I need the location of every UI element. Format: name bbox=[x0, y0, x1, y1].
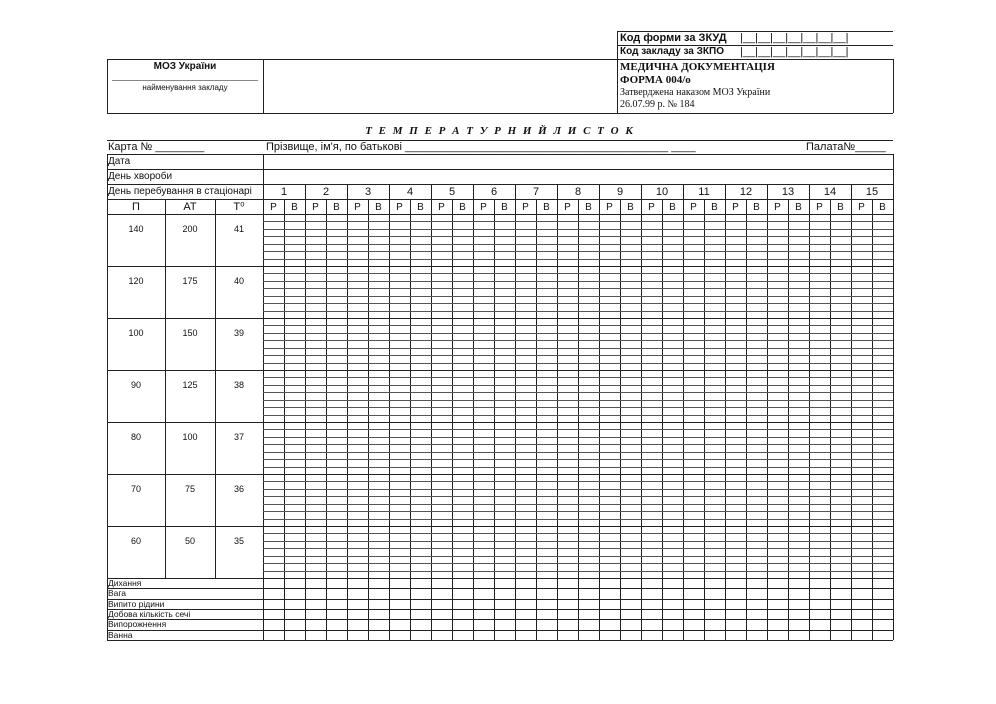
bottom-row-label: Вага bbox=[108, 588, 127, 598]
shift-label-b: В bbox=[627, 202, 634, 213]
grid-line bbox=[788, 578, 789, 640]
grid-line bbox=[107, 619, 893, 620]
scale-value-at: 200 bbox=[182, 224, 198, 234]
scale-value-at: 50 bbox=[184, 536, 195, 546]
grid-line bbox=[263, 251, 893, 252]
grid-line bbox=[494, 199, 495, 578]
grid-line bbox=[767, 578, 768, 640]
shift-label-b: В bbox=[669, 202, 676, 213]
row-label-stay-day: День перебування в стаціонарі bbox=[108, 186, 252, 197]
grid-line bbox=[410, 199, 411, 578]
grid-line bbox=[704, 578, 705, 640]
scale-value-t: 38 bbox=[233, 380, 244, 390]
grid-line bbox=[107, 266, 893, 267]
day-number-4: 4 bbox=[406, 186, 414, 198]
bottom-row-label: Випорожнення bbox=[108, 619, 167, 629]
grid-line bbox=[107, 526, 893, 527]
shift-label-r: Р bbox=[396, 202, 403, 213]
grid-line bbox=[263, 333, 893, 334]
scale-value-at: 100 bbox=[182, 432, 198, 442]
grid-line bbox=[662, 578, 663, 640]
doc-approval-date: 26.07.99 р. № 184 bbox=[620, 99, 695, 110]
grid-line bbox=[263, 415, 893, 416]
grid-line bbox=[107, 318, 893, 319]
shift-label-r: Р bbox=[648, 202, 655, 213]
zkud-code-boxes[interactable]: |__|__|__|__|__|__|__| bbox=[740, 32, 849, 44]
grid-line bbox=[347, 578, 348, 640]
grid-line bbox=[263, 548, 893, 549]
scale-value-p: 80 bbox=[130, 432, 141, 442]
bottom-row-label: Добова кількість сечі bbox=[108, 609, 191, 619]
scale-value-p: 70 bbox=[130, 484, 141, 494]
grid-line bbox=[263, 444, 893, 445]
grid-line bbox=[263, 489, 893, 490]
scale-value-t: 36 bbox=[233, 484, 244, 494]
grid-line bbox=[641, 578, 642, 640]
shift-label-r: Р bbox=[774, 202, 781, 213]
grid-line bbox=[263, 236, 893, 237]
grid-line bbox=[578, 578, 579, 640]
day-number-12: 12 bbox=[739, 186, 753, 198]
grid-line bbox=[263, 311, 893, 312]
shift-label-r: Р bbox=[438, 202, 445, 213]
ward-field[interactable]: Палата№_____ bbox=[806, 141, 886, 153]
grid-line bbox=[263, 504, 893, 505]
grid-line bbox=[578, 199, 579, 578]
shift-label-b: В bbox=[543, 202, 550, 213]
patient-name-field[interactable]: Прізвище, ім'я, по батькові ___________________________________________ ____ bbox=[266, 141, 696, 153]
scale-value-p: 60 bbox=[130, 536, 141, 546]
grid-line bbox=[263, 229, 893, 230]
grid-line bbox=[263, 571, 893, 572]
shift-label-r: Р bbox=[690, 202, 697, 213]
grid-line bbox=[263, 407, 893, 408]
bottom-row-label: Випито рідини bbox=[108, 599, 165, 609]
grid-line bbox=[263, 556, 893, 557]
grid-line bbox=[263, 541, 893, 542]
day-number-15: 15 bbox=[865, 186, 879, 198]
grid-line bbox=[557, 578, 558, 640]
scale-value-t: 39 bbox=[233, 328, 244, 338]
grid-line bbox=[263, 348, 893, 349]
card-number-field[interactable]: Карта № ________ bbox=[108, 141, 205, 153]
scale-value-t: 41 bbox=[233, 224, 244, 234]
shift-label-r: Р bbox=[732, 202, 739, 213]
scale-value-at: 125 bbox=[182, 380, 198, 390]
grid-line bbox=[107, 422, 893, 423]
grid-line bbox=[107, 599, 893, 600]
grid-line bbox=[263, 563, 893, 564]
grid-line bbox=[263, 288, 893, 289]
day-number-13: 13 bbox=[781, 186, 795, 198]
grid-line bbox=[683, 578, 684, 640]
grid-line bbox=[263, 281, 893, 282]
grid-line bbox=[263, 533, 893, 534]
shift-label-b: В bbox=[711, 202, 718, 213]
grid-line bbox=[494, 578, 495, 640]
grid-line bbox=[851, 578, 852, 640]
day-number-11: 11 bbox=[698, 186, 710, 198]
day-number-9: 9 bbox=[616, 186, 624, 198]
page-title: Т Е М П Е Р А Т У Р Н И Й Л И С Т О К bbox=[365, 125, 635, 137]
grid-line bbox=[872, 199, 873, 578]
day-number-7: 7 bbox=[532, 186, 540, 198]
day-number-6: 6 bbox=[490, 186, 498, 198]
shift-label-b: В bbox=[837, 202, 844, 213]
shift-label-r: Р bbox=[816, 202, 823, 213]
scale-value-p: 100 bbox=[128, 328, 144, 338]
scale-header-at: АТ bbox=[183, 201, 197, 213]
grid-line bbox=[284, 199, 285, 578]
grid-line bbox=[263, 385, 893, 386]
scale-value-t: 37 bbox=[233, 432, 244, 442]
grid-line bbox=[431, 578, 432, 640]
shift-label-r: Р bbox=[858, 202, 865, 213]
grid-line bbox=[263, 325, 893, 326]
grid-line bbox=[107, 588, 893, 589]
grid-line bbox=[473, 578, 474, 640]
grid-line bbox=[263, 459, 893, 460]
grid-line bbox=[263, 363, 893, 364]
scale-value-at: 150 bbox=[182, 328, 198, 338]
shift-label-b: В bbox=[501, 202, 508, 213]
scale-value-t: 35 bbox=[233, 536, 244, 546]
shift-label-r: Р bbox=[522, 202, 529, 213]
grid-line bbox=[788, 199, 789, 578]
grid-line bbox=[107, 169, 893, 170]
grid-line bbox=[263, 496, 893, 497]
scale-value-at: 75 bbox=[184, 484, 195, 494]
grid-line bbox=[263, 303, 893, 304]
scale-value-p: 90 bbox=[130, 380, 141, 390]
grid-line bbox=[107, 609, 893, 610]
grid-line bbox=[263, 221, 893, 222]
grid-line bbox=[107, 474, 893, 475]
shift-label-b: В bbox=[291, 202, 298, 213]
grid-line bbox=[107, 578, 893, 579]
grid-line bbox=[263, 377, 893, 378]
grid-line bbox=[107, 184, 893, 185]
scale-value-p: 140 bbox=[128, 224, 144, 234]
scale-value-at: 175 bbox=[182, 276, 198, 286]
grid-line bbox=[305, 578, 306, 640]
grid-line bbox=[263, 429, 893, 430]
grid-line bbox=[746, 199, 747, 578]
institution-caption: найменування закладу bbox=[142, 83, 228, 92]
grid-line bbox=[662, 199, 663, 578]
shift-label-b: В bbox=[417, 202, 424, 213]
grid-line bbox=[830, 578, 831, 640]
grid-line bbox=[107, 640, 893, 641]
shift-label-b: В bbox=[879, 202, 886, 213]
grid-line bbox=[704, 199, 705, 578]
scale-header-p: П bbox=[132, 201, 140, 213]
shift-label-b: В bbox=[585, 202, 592, 213]
grid-line bbox=[326, 578, 327, 640]
shift-label-r: Р bbox=[606, 202, 613, 213]
zkud-label: Код форми за ЗКУД bbox=[620, 32, 727, 44]
grid-line bbox=[107, 370, 893, 371]
shift-label-b: В bbox=[375, 202, 382, 213]
day-number-10: 10 bbox=[655, 186, 669, 198]
grid-line bbox=[263, 511, 893, 512]
shift-label-b: В bbox=[333, 202, 340, 213]
shift-label-b: В bbox=[459, 202, 466, 213]
grid-line bbox=[263, 355, 893, 356]
grid-line bbox=[326, 199, 327, 578]
grid-line bbox=[368, 578, 369, 640]
grid-line bbox=[263, 400, 893, 401]
grid-line bbox=[536, 578, 537, 640]
shift-label-b: В bbox=[795, 202, 802, 213]
day-number-5: 5 bbox=[448, 186, 456, 198]
shift-label-r: Р bbox=[480, 202, 487, 213]
bottom-row-label: Ванна bbox=[108, 630, 133, 640]
grid-line bbox=[620, 199, 621, 578]
grid-line bbox=[452, 199, 453, 578]
scale-header-t: Т⁰ bbox=[233, 201, 245, 213]
grid-line bbox=[107, 630, 893, 631]
grid-line bbox=[368, 199, 369, 578]
day-number-3: 3 bbox=[364, 186, 372, 198]
shift-label-r: Р bbox=[564, 202, 571, 213]
bottom-row-label: Дихання bbox=[108, 578, 142, 588]
grid-line bbox=[107, 199, 893, 200]
grid-line bbox=[746, 578, 747, 640]
grid-line bbox=[452, 578, 453, 640]
grid-line bbox=[830, 199, 831, 578]
grid-line bbox=[263, 452, 893, 453]
grid-line bbox=[410, 578, 411, 640]
day-number-1: 1 bbox=[280, 186, 288, 198]
grid-line bbox=[263, 259, 893, 260]
grid-line bbox=[263, 481, 893, 482]
day-number-2: 2 bbox=[322, 186, 330, 198]
grid-line bbox=[263, 296, 893, 297]
shift-label-r: Р bbox=[354, 202, 361, 213]
ministry-name: МОЗ України bbox=[153, 61, 217, 72]
doc-form-number: ФОРМА 004/о bbox=[620, 74, 691, 86]
doc-approval: Затверджена наказом МОЗ України bbox=[620, 87, 771, 98]
grid-line bbox=[263, 467, 893, 468]
grid-line bbox=[263, 340, 893, 341]
day-number-14: 14 bbox=[823, 186, 837, 198]
grid-line bbox=[389, 578, 390, 640]
zkpo-label: Код закладу за ЗКПО bbox=[620, 46, 724, 57]
day-number-8: 8 bbox=[574, 186, 582, 198]
row-label-date: Дата bbox=[108, 156, 131, 167]
grid-line bbox=[599, 578, 600, 640]
grid-line bbox=[536, 199, 537, 578]
grid-line bbox=[515, 578, 516, 640]
grid-line bbox=[620, 578, 621, 640]
grid-line bbox=[872, 578, 873, 640]
grid-line bbox=[725, 578, 726, 640]
grid-line bbox=[263, 437, 893, 438]
grid-line bbox=[263, 519, 893, 520]
grid-line bbox=[263, 154, 264, 640]
grid-line bbox=[809, 578, 810, 640]
shift-label-r: Р bbox=[312, 202, 319, 213]
grid-line bbox=[263, 244, 893, 245]
grid-line bbox=[107, 214, 893, 215]
row-label-illness-day: День хвороби bbox=[108, 171, 173, 182]
grid-line bbox=[284, 578, 285, 640]
grid-line bbox=[893, 154, 894, 640]
grid-line bbox=[263, 273, 893, 274]
doc-title-line1: МЕДИЧНА ДОКУМЕНТАЦІЯ bbox=[620, 61, 775, 73]
scale-value-p: 120 bbox=[128, 276, 144, 286]
shift-label-b: В bbox=[753, 202, 760, 213]
zkpo-code-boxes[interactable]: |__|__|__|__|__|__|__| bbox=[740, 46, 849, 58]
scale-value-t: 40 bbox=[233, 276, 244, 286]
grid-line bbox=[263, 392, 893, 393]
shift-label-r: Р bbox=[270, 202, 277, 213]
